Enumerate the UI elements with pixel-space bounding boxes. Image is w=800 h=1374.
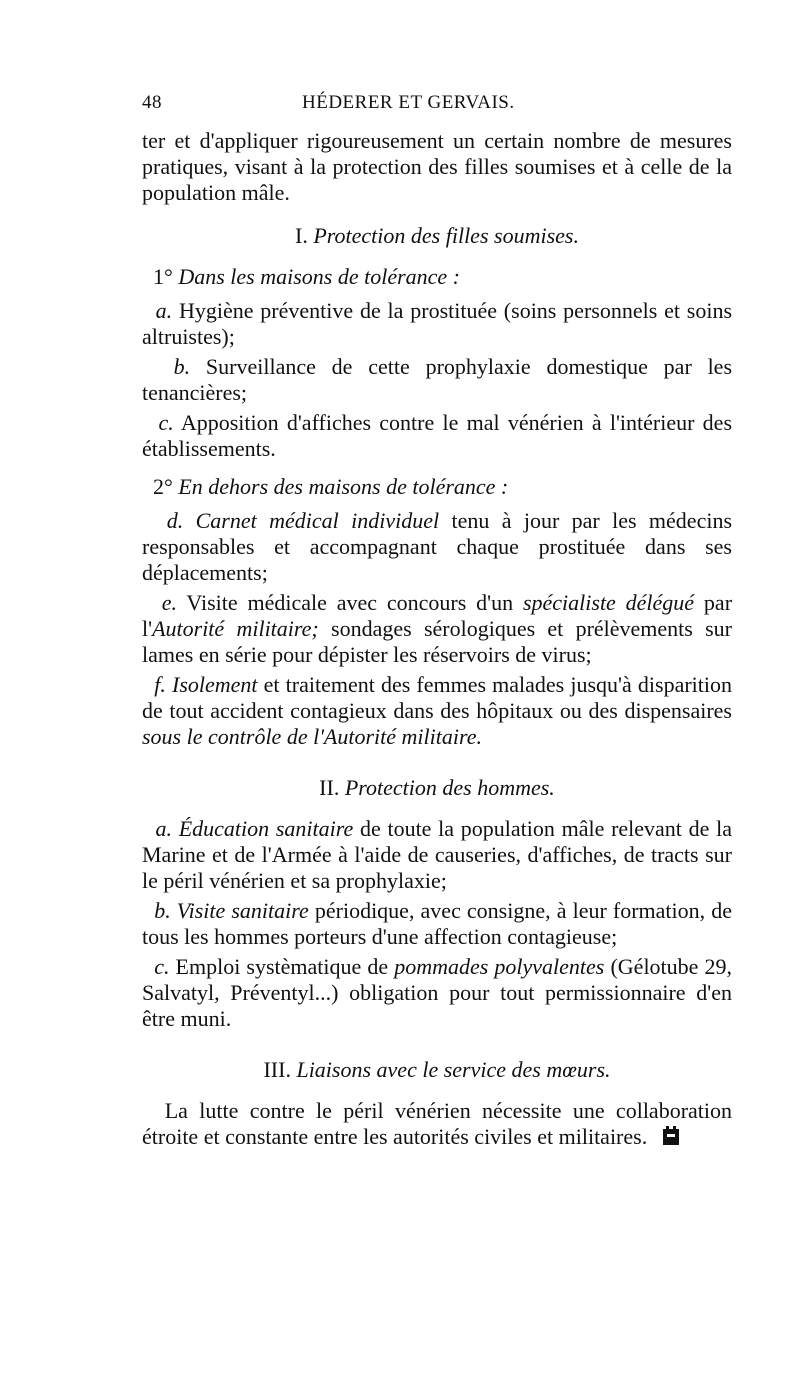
item-text: Apposition d'affiches contre le mal vénérien à l'intérieur des établissements.	[142, 410, 733, 461]
section-2-title: Protection des hommes.	[344, 775, 555, 800]
list-item-a	[142, 816, 732, 894]
page-header	[142, 92, 732, 118]
item-letter: b.	[173, 354, 191, 379]
section-1-title: Protection des filles soumises.	[313, 223, 579, 248]
item-letter: b.	[154, 898, 171, 923]
subsection-1-number: 1°	[153, 264, 173, 289]
item-letter: a.	[155, 298, 173, 323]
list-item-d	[142, 508, 732, 586]
page-number: 48	[142, 92, 162, 113]
item-letter: e.	[161, 590, 177, 615]
list-item-b	[142, 898, 732, 950]
item-letter: d.	[166, 508, 184, 533]
item-italic-2: Autorité militaire;	[152, 616, 319, 641]
list-item-c	[142, 954, 732, 1032]
section-3-heading	[142, 1056, 732, 1084]
subsection-1-heading	[142, 264, 732, 290]
list-item-f	[142, 672, 732, 750]
subsection-2-heading	[142, 474, 732, 500]
section-3-text: La lutte contre le péril vénérien nécessite une collaboration étroite et constante entre les autorités civiles et militaires.	[142, 1098, 733, 1149]
item-letter: c.	[158, 410, 174, 435]
section-2-heading	[142, 774, 732, 802]
section-3-title: Liaisons avec le service des mœurs.	[296, 1057, 611, 1082]
item-text-2: par l'	[142, 590, 733, 641]
list-item-c	[142, 410, 732, 462]
subsection-2-number: 2°	[153, 474, 173, 499]
item-italic: Carnet médical individuel	[195, 508, 440, 533]
list-item-e	[142, 590, 732, 668]
item-italic: Visite sanitaire	[176, 898, 309, 923]
item-letter: a.	[155, 816, 172, 841]
section-2-number: II.	[319, 775, 340, 800]
item-text-2: (Gélotube 29, Salvatyl, Préventyl...) obligation pour tout permissionnaire d'en être muni.	[142, 954, 733, 1031]
item-text: tenu à jour par les médecins responsables et accompagnant chaque prostituée dans ses déplacements;	[142, 508, 733, 585]
item-italic: Éducation sanitaire	[178, 816, 354, 841]
item-text: Hygiène préventive de la prostituée (soins personnels et soins altruistes);	[142, 298, 733, 349]
section-1-number: I.	[295, 223, 308, 248]
item-text: périodique, avec consigne, à leur formation, de tous les hommes porteurs d'une affection contagieuse;	[142, 898, 732, 949]
intro-paragraph: ter et d'appliquer rigoureusement un certain nombre de mesures pratiques, visant à la protection des filles soumises et à celle de la population mâle.	[142, 128, 732, 205]
item-italic: pommades polyvalentes	[394, 954, 605, 979]
item-text-1: Visite médicale avec concours d'un	[176, 590, 523, 615]
section-1-heading	[142, 222, 732, 250]
item-italic-2: sous le contrôle de l'Autorité militaire.	[142, 724, 482, 749]
item-italic-1: spécialiste délégué	[522, 590, 695, 615]
printer-ornament-icon	[661, 1125, 681, 1147]
list-item-b	[142, 354, 732, 406]
item-text-3: sondages sérologiques et prélèvements sur lames en série pour dépister les réservoirs de virus;	[142, 616, 733, 667]
section-3-paragraph	[142, 1098, 732, 1150]
running-head: HÉDERER ET GERVAIS.	[302, 92, 515, 113]
list-item-a	[142, 298, 732, 350]
document-page	[142, 92, 732, 1150]
subsection-2-title: En dehors des maisons de tolérance :	[178, 474, 509, 499]
section-3-number: III.	[263, 1057, 291, 1082]
item-text: Surveillance de cette prophylaxie domestique par les tenancières;	[142, 354, 733, 405]
item-text: et traitement des femmes malades jusqu'à disparition de tout accident contagieux dans des hôpitaux ou des dispensaires	[142, 672, 732, 723]
item-letter: f.	[154, 672, 166, 697]
item-letter: c.	[154, 954, 170, 979]
subsection-1-title: Dans les maisons de tolérance :	[178, 264, 460, 289]
item-text: de toute la population mâle relevant de la Marine et de l'Armée à l'aide de causeries, d'affiches, de tracts sur le péril vénérien et sa prophylaxie;	[142, 816, 733, 893]
item-text-1: Emploi systèmatique de	[169, 954, 395, 979]
item-italic-1: Isolement	[172, 672, 258, 697]
